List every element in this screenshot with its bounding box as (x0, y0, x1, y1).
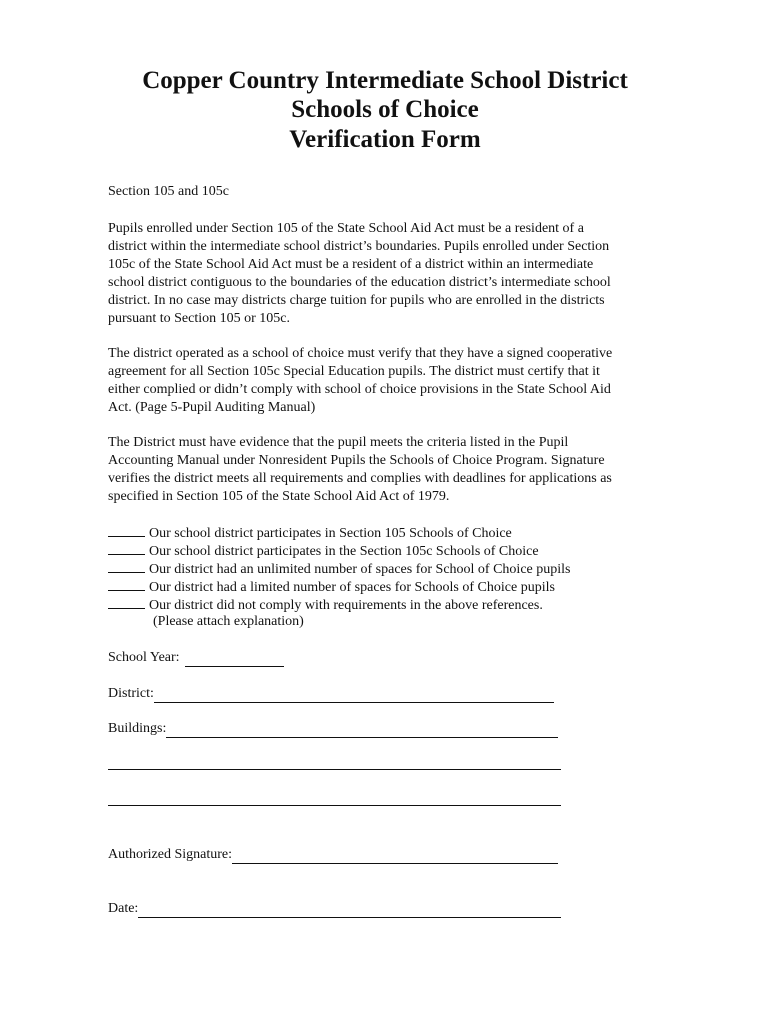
buildings-label: Buildings: (108, 721, 167, 736)
checklist-item (108, 523, 570, 541)
district-label: District: (108, 686, 154, 701)
checklist-item-label: Our school district participates in Section 105 Schools of Choice (149, 526, 512, 541)
checklist-blank[interactable] (108, 595, 145, 609)
paragraph-line: The district operated as a school of choice must verify that they have a signed cooperative (108, 346, 613, 361)
authorized-signature-label: Authorized Signature: (108, 847, 233, 862)
paragraph-residency (108, 220, 611, 328)
form-title-line-2: Schools of Choice (291, 96, 479, 123)
date-label: Date: (108, 901, 139, 916)
paragraph-line: either complied or didn’t comply with school of choice provisions in the State School Aid (108, 382, 611, 397)
form-title-line-3: Verification Form (289, 126, 481, 153)
district-field (108, 685, 554, 703)
paragraph-line: school district contiguous to the boundaries of the education district’s intermediate school (108, 275, 611, 290)
buildings-input-line[interactable] (166, 723, 558, 738)
paragraph-cooperative-agreement (108, 345, 612, 417)
buildings-field (108, 720, 558, 738)
paragraph-line: Pupils enrolled under Section 105 of the State School Aid Act must be a resident of a (108, 221, 584, 236)
school-year-label: School Year: (108, 650, 180, 665)
district-input-line[interactable] (154, 688, 554, 703)
paragraph-line: verifies the district meets all requirements and complies with deadlines for applications as (108, 471, 612, 486)
form-title-line-1: Copper Country Intermediate School District (142, 67, 628, 94)
checklist-item-label: Our district had a limited number of spaces for Schools of Choice pupils (149, 580, 555, 595)
paragraph-line: specified in Section 105 of the State School Aid Act of 1979. (108, 489, 450, 504)
paragraph-evidence (108, 434, 612, 506)
checklist-item-label: Our school district participates in the Section 105c Schools of Choice (149, 544, 539, 559)
paragraph-line: district. In no case may districts charge tuition for pupils who are enrolled in the districts (108, 293, 605, 308)
paragraph-line: The District must have evidence that the pupil meets the criteria listed in the Pupil (108, 435, 569, 450)
section-heading: Section 105 and 105c (108, 184, 229, 199)
buildings-extra-line[interactable] (108, 769, 561, 770)
checklist-blank[interactable] (108, 559, 145, 573)
checklist-item (108, 559, 570, 577)
date-input-line[interactable] (138, 903, 561, 918)
checklist-note: (Please attach explanation) (153, 614, 304, 629)
authorized-signature-field (108, 846, 558, 864)
checklist-item-label: Our district had an unlimited number of spaces for School of Choice pupils (149, 562, 571, 577)
paragraph-line: Accounting Manual under Nonresident Pupils the Schools of Choice Program. Signature (108, 453, 605, 468)
checklist (108, 523, 570, 631)
paragraph-line: 105c of the State School Aid Act must be a resident of a district within an intermediate (108, 257, 594, 272)
paragraph-line: district within the intermediate school district’s boundaries. Pupils enrolled under Section (108, 239, 610, 254)
checklist-item-label: Our district did not comply with requirements in the above references. (149, 598, 543, 613)
checklist-item (108, 541, 570, 559)
date-field (108, 900, 561, 918)
checklist-item (108, 577, 570, 595)
checklist-blank[interactable] (108, 577, 145, 591)
checklist-blank[interactable] (108, 541, 145, 555)
paragraph-line: Act. (Page 5-Pupil Auditing Manual) (108, 400, 316, 415)
paragraph-line: pursuant to Section 105 or 105c. (108, 311, 290, 326)
school-year-field (108, 649, 284, 667)
buildings-extra-line[interactable] (108, 805, 561, 806)
checklist-blank[interactable] (108, 523, 145, 537)
paragraph-line: agreement for all Section 105c Special Education pupils. The district must certify that it (108, 364, 600, 379)
checklist-item (108, 595, 570, 613)
authorized-signature-input-line[interactable] (232, 849, 558, 864)
school-year-input-line[interactable] (185, 652, 284, 667)
